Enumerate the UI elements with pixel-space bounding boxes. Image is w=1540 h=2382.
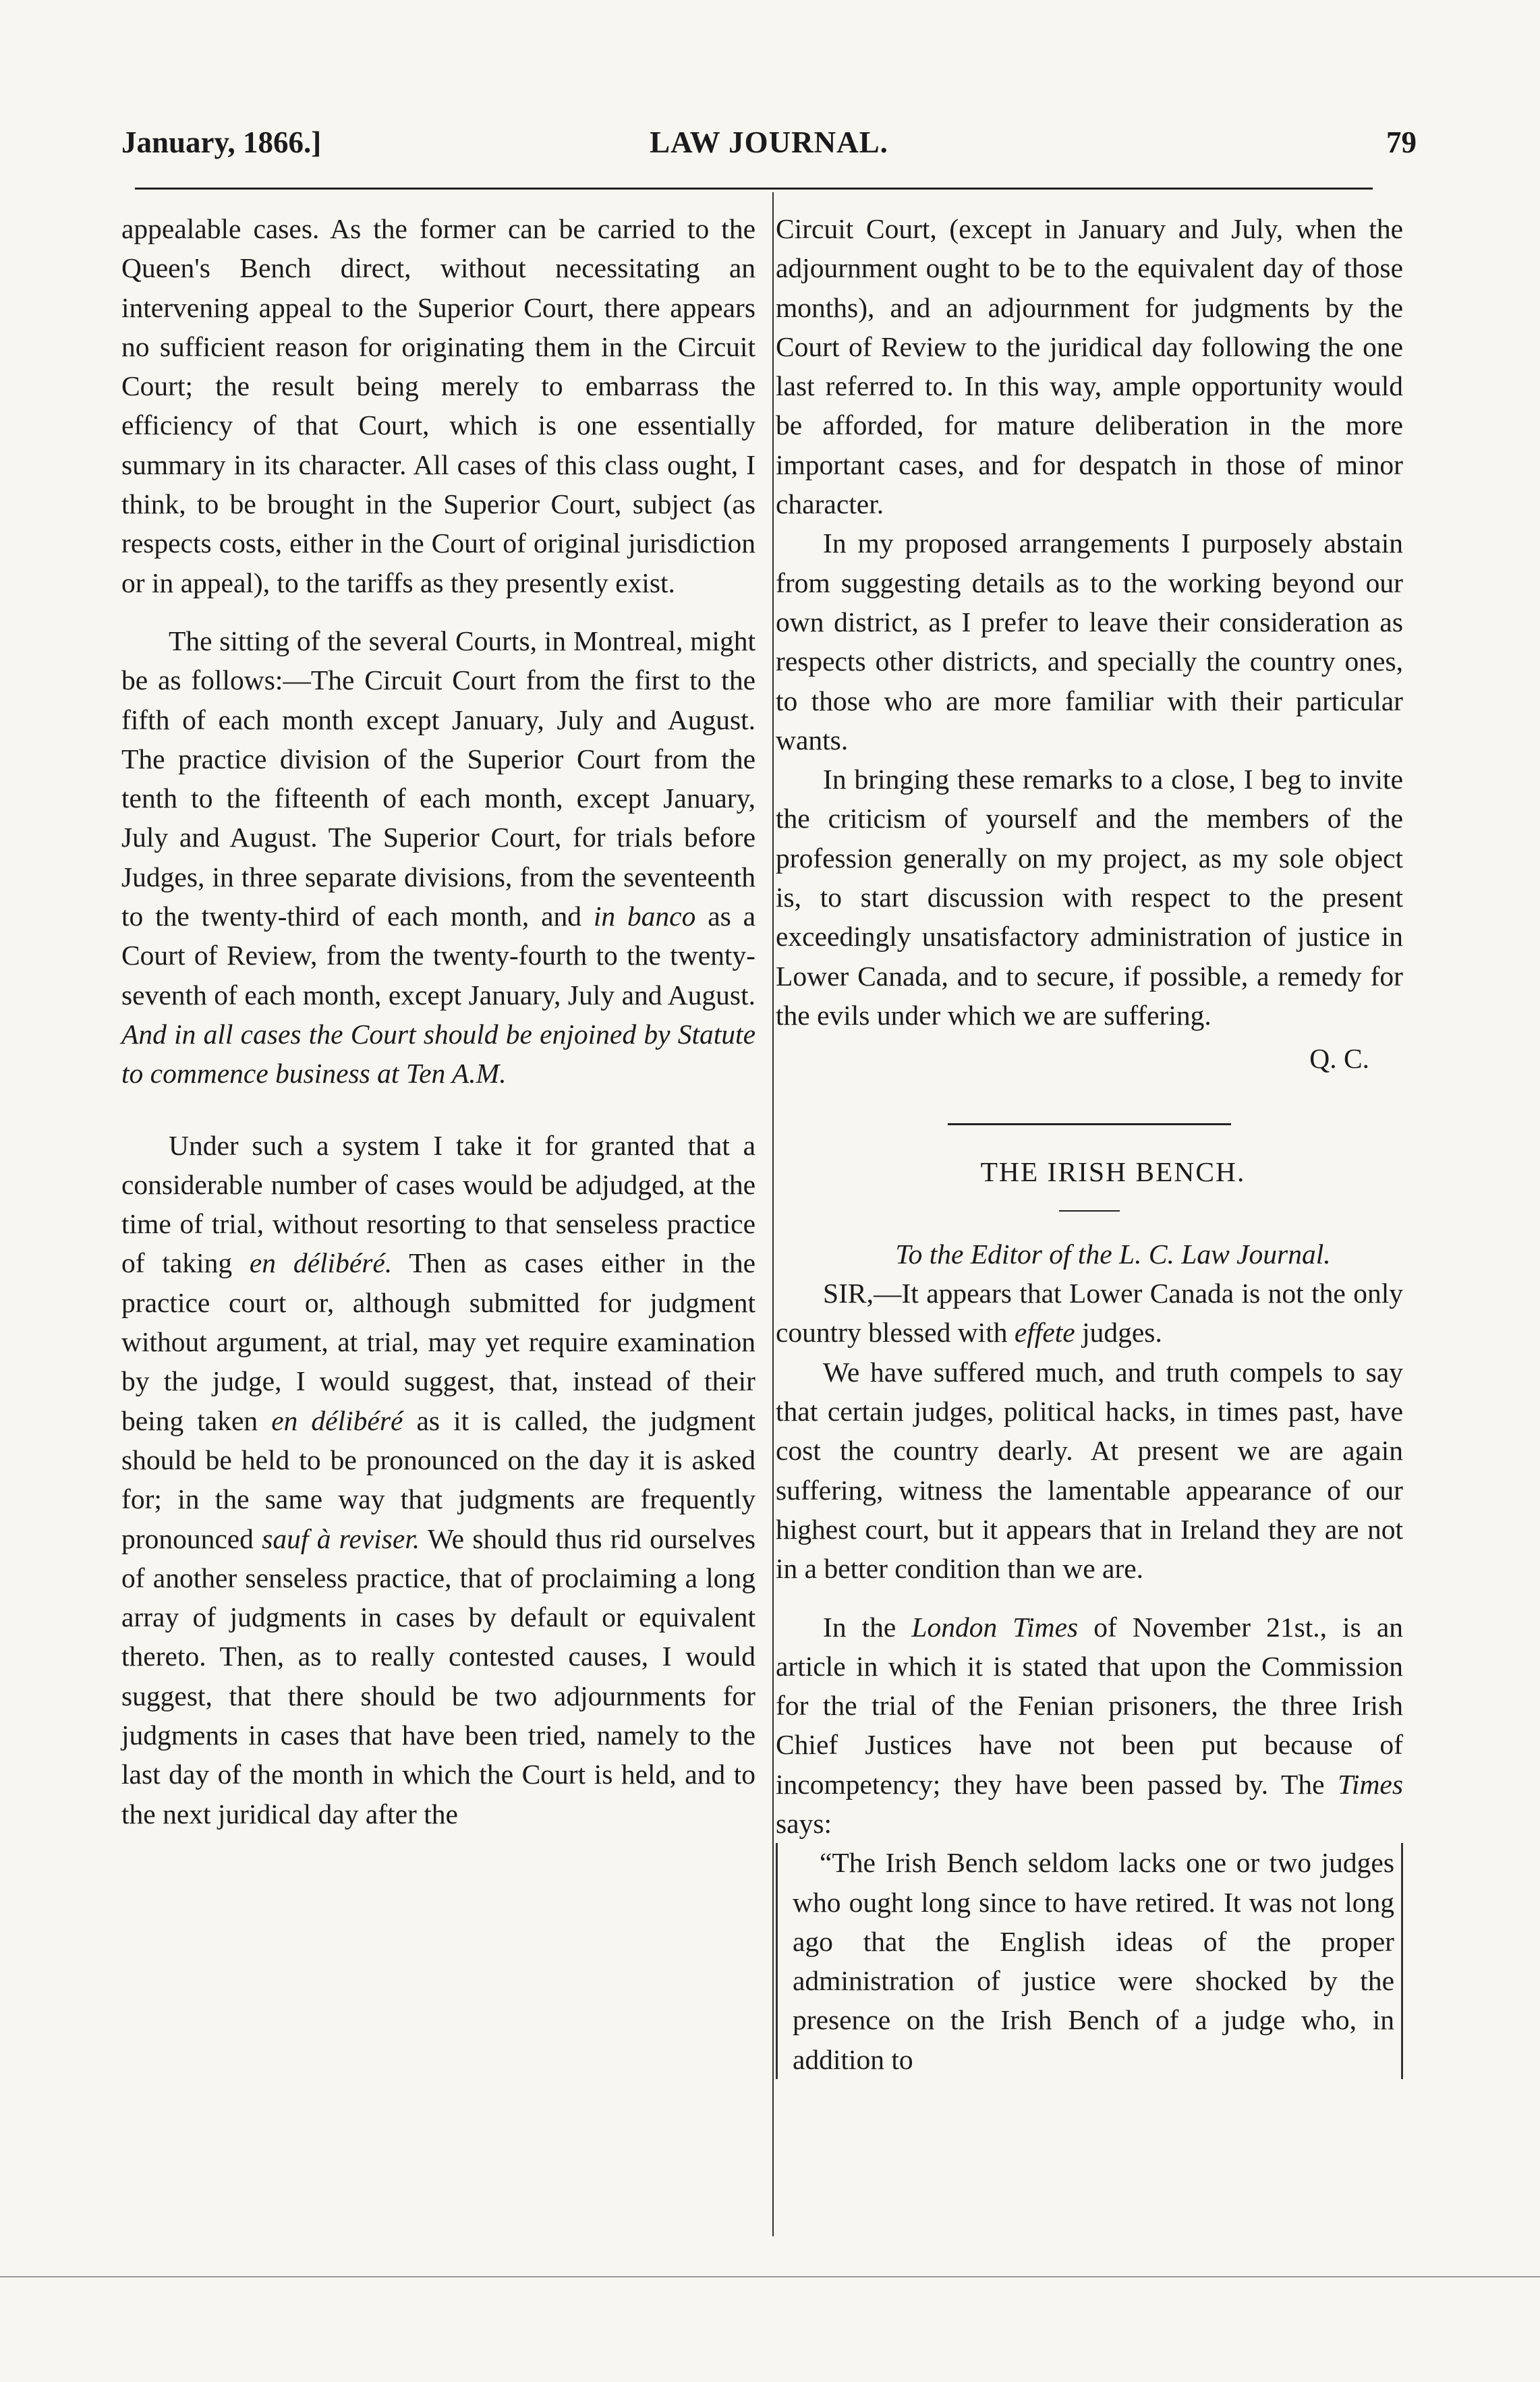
title-underline (1059, 1210, 1120, 1212)
section-rule (948, 1123, 1231, 1125)
right-p4-b: judges. (1082, 1317, 1162, 1349)
page-number: 79 (1386, 125, 1417, 159)
right-p6-a: In the (823, 1611, 896, 1643)
left-paragraph-1: appealable cases. As the former can be carried to the Queen's Bench direct, without necessitating an intervening appeal to the Superior Court, there appears no sufficient reason for originating them in the Circuit Court; the result being merely to embarrass the efficiency of that Court, which is one essentially summary in its character. All cases of this class ought, I think, to be brought in the Superior Court, subject (as respects costs, either in the Court of original jurisdiction or in appeal), to the tariffs as they presently exist. (121, 213, 755, 598)
right-paragraph-3: In bringing these remarks to a close, I beg to invite the criticism of yourself and the members of the profession generally on my project, as my sole object is, to start discussion with respect to the present exceedingly unsatisfactory administration of justice in Lower Canada, and to secure, if possible, a remedy for the evils under which we are suffering. (776, 764, 1403, 1031)
right-p4-effete: effete (1014, 1317, 1075, 1349)
right-paragraph-6 (776, 1608, 1403, 1844)
left-p3-d: We should thus rid ourselves of another senseless practice, that of proclaiming a long array of judgments in cases by default or equivalent thereto. Then, as to really contested causes, I would suggest, that there should be two adjournments for judgments in cases that have been tried, namely to the last day of the month in which the Court is held, and to the next juridical day after the (121, 1523, 755, 1830)
header-rule (135, 188, 1373, 190)
signature: Q. C. (1309, 1043, 1369, 1075)
left-p3-sauf: sauf à reviser. (262, 1523, 420, 1554)
section-title: THE IRISH BENCH. (980, 1156, 1246, 1187)
left-p2-in-banco: in banco (593, 901, 696, 932)
left-p3-c: as it is called, the judgment should be held to be pronounced on the day it is asked for; in the same way that judgments are frequently pronounced (121, 1405, 755, 1554)
right-p4-a: SIR,—It appears that Lower Canada is not the only country blessed with (776, 1278, 1403, 1349)
page-header (121, 118, 1417, 172)
left-paragraph-2 (121, 621, 755, 1094)
letter-salutation: To the Editor of the L. C. Law Journal. (895, 1238, 1331, 1270)
quote-text: “The Irish Bench seldom lacks one or two judges who ought long since to have retired. It was not long ago that the English ideas of the proper administration of justice were shocked by the presence on the Irish Bench of a judge who, in addition to (793, 1847, 1394, 2075)
page-bottom-line (0, 2276, 1540, 2277)
left-p3-a: Under such a system I take it for granted that a considerable number of cases would be adjudged, at the time of trial, without resorting to that senseless practice of taking (121, 1129, 755, 1279)
right-p6-c: says: (776, 1807, 832, 1839)
right-paragraph-2: In my proposed arrangements I purposely abstain from suggesting details as to the working beyond our own district, as I prefer to leave their consideration as respects other districts, and specially the country ones, to those who are more familiar with their particular wants. (776, 528, 1403, 756)
left-p3-delibere-1: en délibéré. (249, 1247, 393, 1279)
left-column (121, 209, 755, 1834)
quoted-passage (776, 1843, 1403, 2079)
right-p6-times-2: Times (1338, 1768, 1403, 1800)
column-divider (772, 192, 774, 2236)
right-column (776, 209, 1403, 2079)
right-paragraph-5: We have suffered much, and truth compels to say that certain judges, political hacks, in times past, have cost the country dearly. At present we are again suffering, witness the lamentable appearance of our highest court, but it appears that in Ireland they are not in a better condition than we are. (776, 1356, 1403, 1585)
left-p3-delibere-2: en délibéré (271, 1405, 403, 1436)
left-paragraph-3 (121, 1126, 755, 1834)
header-date: January, 1866.] (121, 125, 322, 159)
left-p2-mid: as a Court of Review, from the twenty-fourth to the twenty-seventh of each month, except January, July and August. (121, 901, 755, 1011)
right-p6-times: London Times (911, 1611, 1079, 1643)
left-p2-italic: And in all cases the Court should be enjoined by Statute to commence business at Ten A.M. (121, 1018, 755, 1089)
right-paragraph-1: Circuit Court, (except in January and July, when the adjournment ought to be to the equivalent day of those months), and an adjournment for judgments by the Court of Review to the juridical day following the one last referred to. In this way, ample opportunity would be afforded, for mature deliberation in the more important cases, and for despatch in those of minor character. (776, 213, 1403, 520)
right-p6-b: of November 21st., is an article in which it is stated that upon the Commission for the trial of the Fenian prisoners, the three Irish Chief Justices have not been put because of incompetency; they have been passed by. The (776, 1611, 1403, 1800)
left-p2-text: The sitting of the several Courts, in Montreal, might be as follows:—The Circuit Court from the first to the fifth of each month except January, July and August. The practice division of the Superior Court from the tenth to the fifteenth of each month, except January, July and August. The Superior Court, for trials before Judges, in three separate divisions, from the seventeenth to the twenty-third of each month, and (121, 625, 755, 932)
left-p3-b: Then as cases either in the practice court or, although submitted for judgment without argument, at trial, may yet require examination by the judge, I would suggest, that, instead of their being taken (121, 1247, 756, 1436)
journal-title: LAW JOURNAL. (650, 125, 888, 159)
right-paragraph-4 (776, 1274, 1403, 1353)
